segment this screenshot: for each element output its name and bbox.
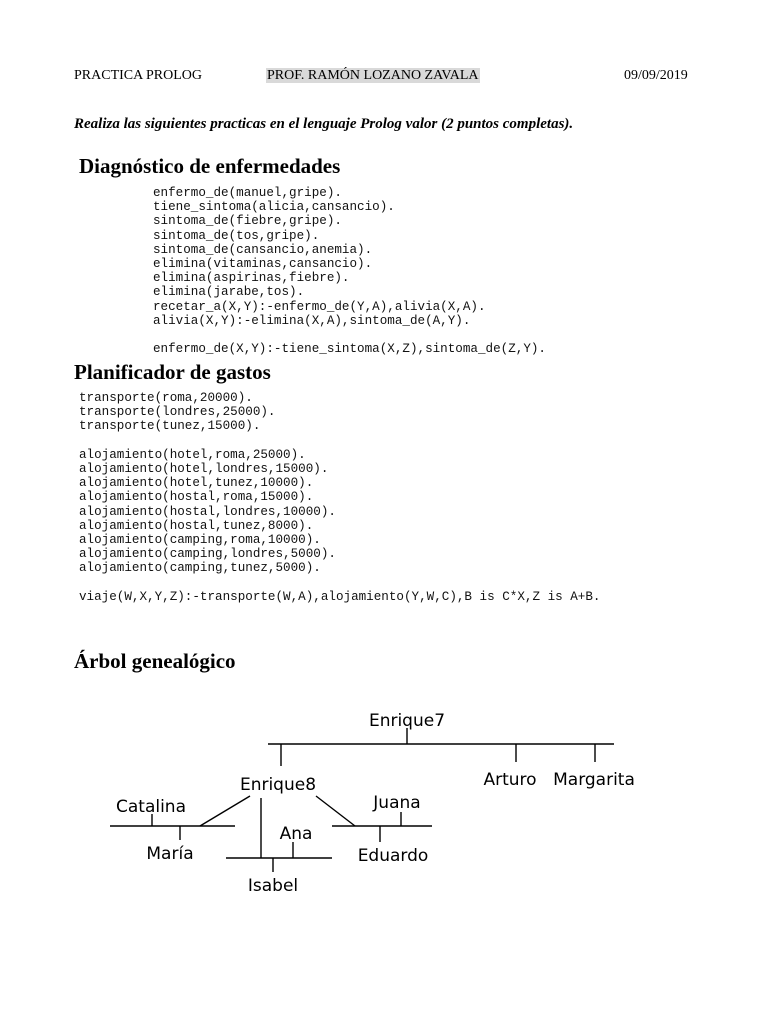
code-line: elimina(aspirinas,fiebre). — [153, 271, 350, 286]
tree-node-enrique7: Enrique7 — [368, 711, 446, 731]
section2-code — [79, 391, 600, 604]
code-line: transporte(roma,20000). — [79, 391, 253, 405]
code-line: elimina(jarabe,tos). — [153, 285, 305, 300]
code-line: alojamiento(hotel,tunez,10000). — [79, 476, 314, 491]
code-line: alojamiento(camping,tunez,5000). — [79, 561, 321, 576]
code-line: tiene_sintoma(alicia,cansancio). — [153, 200, 395, 215]
code-line: alojamiento(hotel,roma,25000). — [79, 447, 306, 462]
tree-node-enrique8: Enrique8 — [239, 775, 317, 795]
header-professor — [266, 68, 480, 84]
tree-node-isabel: Isabel — [247, 876, 299, 896]
code-line: alojamiento(camping,londres,5000). — [79, 547, 336, 562]
code-line: enfermo_de(manuel,gripe). — [153, 186, 342, 200]
tree-node-maria: María — [146, 844, 194, 864]
section2-title: Planificador de gastos — [74, 360, 271, 384]
code-line: alojamiento(hostal,roma,15000). — [79, 490, 314, 505]
header-professor-text: PROF. RAMÓN LOZANO ZAVALA — [267, 68, 479, 83]
section1-title: Diagnóstico de enfermedades — [79, 154, 341, 178]
code-line: alojamiento(hostal,londres,10000). — [79, 504, 336, 519]
code-line: elimina(vitaminas,cansancio). — [153, 256, 373, 271]
code-line: alojamiento(hotel,londres,15000). — [79, 461, 329, 476]
tree-node-margarita: Margarita — [553, 770, 635, 790]
tree-node-arturo: Arturo — [483, 770, 537, 790]
code-line — [153, 328, 546, 342]
code-line — [79, 434, 600, 448]
code-line — [79, 575, 600, 589]
tree-node-juana: Juana — [373, 793, 421, 813]
code-line: transporte(tunez,15000). — [79, 419, 261, 434]
section3-title: Árbol genealógico — [74, 649, 236, 673]
code-line: enfermo_de(X,Y):-tiene_sintoma(X,Z),sintoma_de(Z,Y). — [153, 342, 546, 357]
header-course: PRACTICA PROLOG — [74, 68, 202, 83]
code-line: alojamiento(hostal,tunez,8000). — [79, 518, 314, 533]
header-date: 09/09/2019 — [624, 68, 688, 83]
tree-node-catalina: Catalina — [115, 797, 187, 817]
code-line: recetar_a(X,Y):-enfermo_de(Y,A),alivia(X,A). — [153, 299, 486, 314]
code-line: sintoma_de(fiebre,gripe). — [153, 214, 342, 229]
code-line: transporte(londres,25000). — [79, 405, 276, 420]
code-line: alojamiento(camping,roma,10000). — [79, 532, 321, 547]
intro-text: Realiza las siguientes practicas en el lenguaje Prolog valor (2 puntos completas). — [74, 116, 574, 132]
tree-node-eduardo: Eduardo — [357, 846, 429, 866]
family-tree — [0, 690, 768, 910]
code-line: sintoma_de(tos,gripe). — [153, 228, 320, 243]
code-line: viaje(W,X,Y,Z):-transporte(W,A),alojamiento(Y,W,C),B is C*X,Z is A+B. — [79, 589, 601, 604]
code-line: sintoma_de(cansancio,anemia). — [153, 242, 373, 257]
code-line: alivia(X,Y):-elimina(X,A),sintoma_de(A,Y). — [153, 313, 471, 328]
section1-code — [153, 186, 546, 356]
tree-node-ana: Ana — [279, 824, 313, 844]
